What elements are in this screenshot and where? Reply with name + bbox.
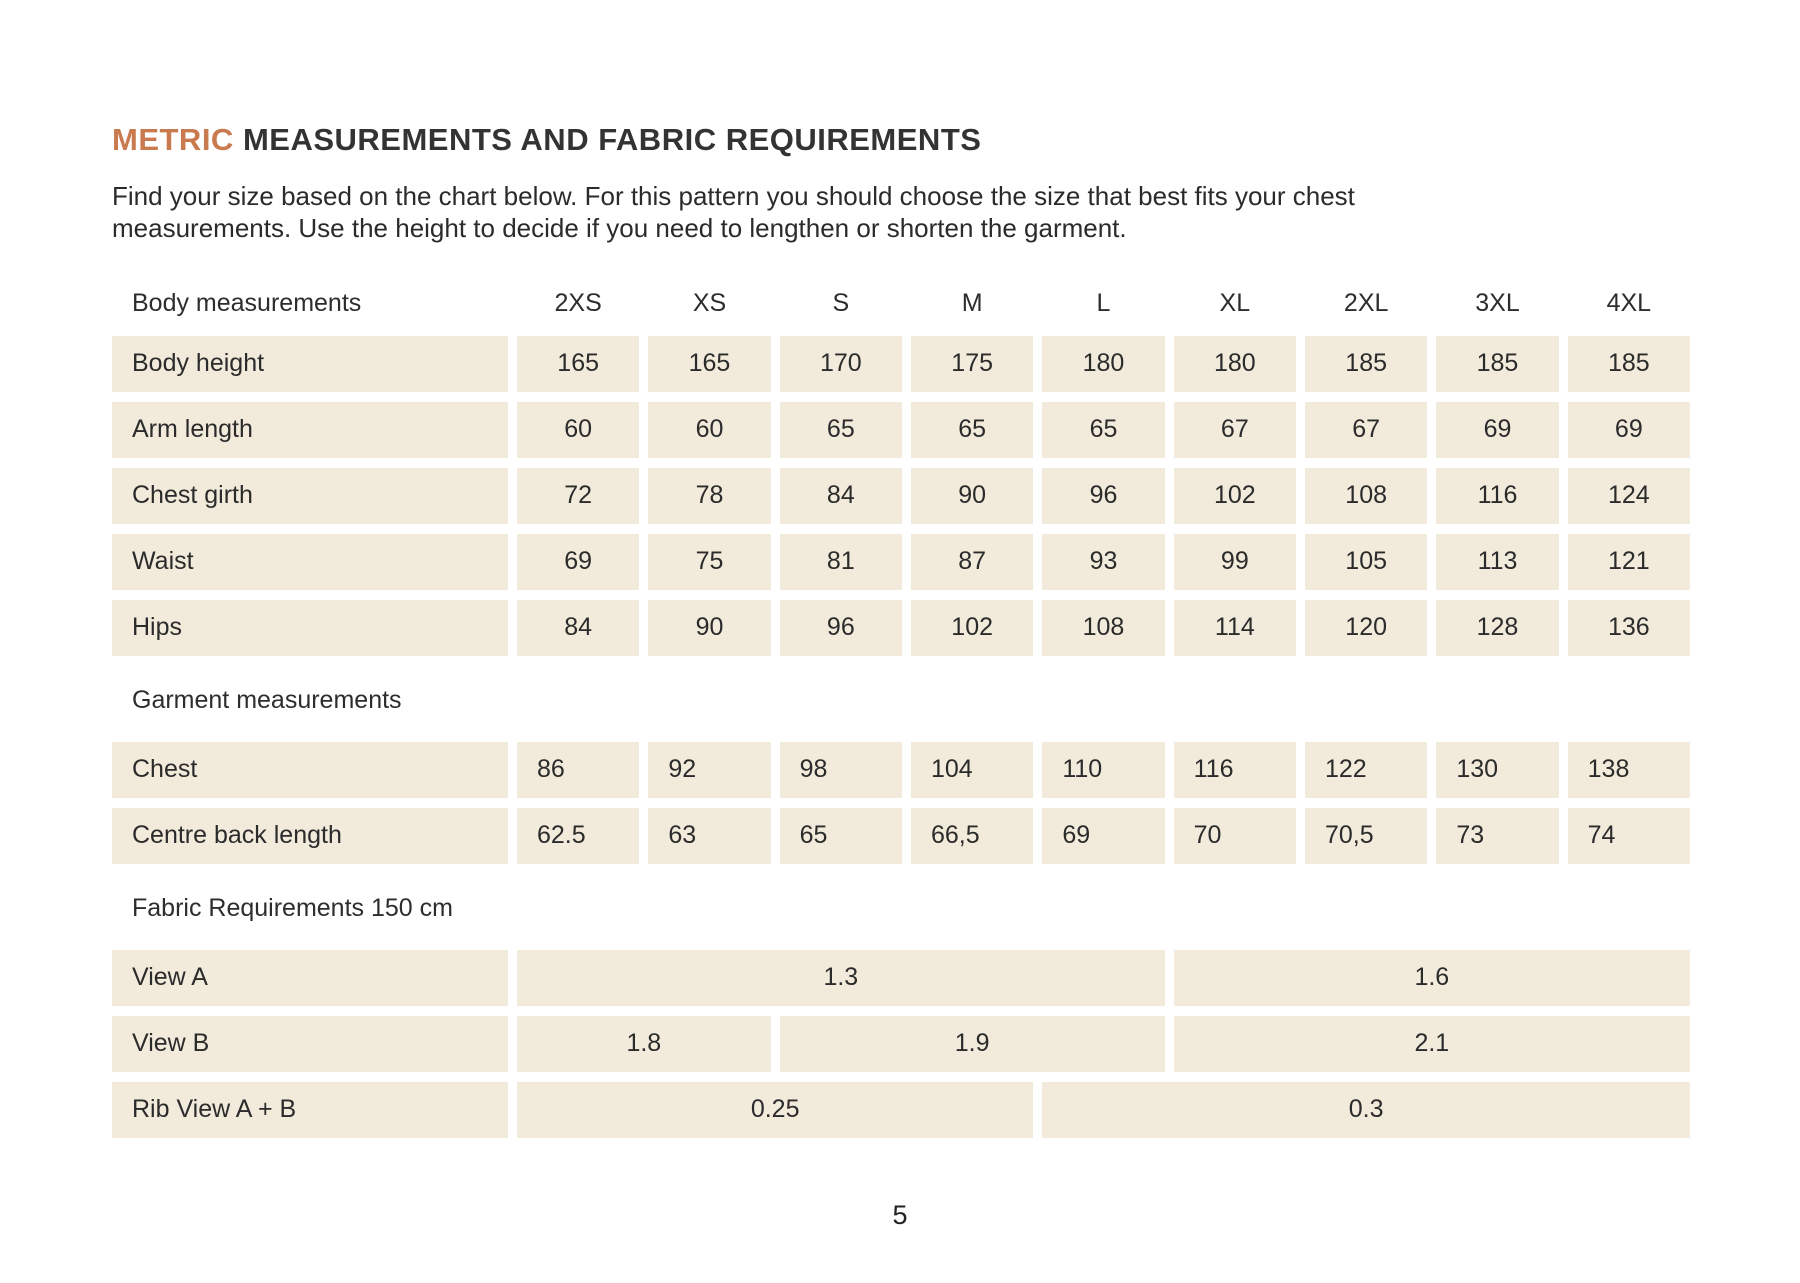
value-cell: 121 bbox=[1568, 534, 1690, 590]
value-cell: 170 bbox=[780, 336, 902, 392]
size-column-header: 2XL bbox=[1343, 289, 1389, 318]
merged-value-cell: 0.3 bbox=[1042, 1082, 1690, 1138]
page-number: 5 bbox=[892, 1200, 908, 1230]
value-cell: 116 bbox=[1174, 742, 1296, 798]
value-cell: 62.5 bbox=[517, 808, 639, 864]
value-cell: 70 bbox=[1174, 808, 1296, 864]
value-cell: 63 bbox=[648, 808, 770, 864]
value-cell: 122 bbox=[1305, 742, 1427, 798]
size-column-header: L bbox=[1096, 289, 1111, 318]
row-label: Centre back length bbox=[112, 808, 508, 864]
size-column-header: XS bbox=[692, 289, 727, 318]
intro-line-2: measurements. Use the height to decide if you need to lengthen or shorten the garment. bbox=[112, 212, 1127, 243]
value-cell: 108 bbox=[1042, 600, 1164, 656]
merged-value-cell: 1.9 bbox=[780, 1016, 1165, 1072]
value-cell: 69 bbox=[1042, 808, 1164, 864]
intro-line-1: Find your size based on the chart below. For this pattern you should choose the size that best fits your chest bbox=[112, 180, 1355, 211]
page-title-accent: METRIC bbox=[112, 121, 234, 157]
value-cell: 96 bbox=[1042, 468, 1164, 524]
value-cell: 185 bbox=[1305, 336, 1427, 392]
garment-measurements-header: Garment measurements bbox=[132, 686, 402, 715]
value-cell: 128 bbox=[1436, 600, 1558, 656]
value-cell: 98 bbox=[780, 742, 902, 798]
value-cell: 102 bbox=[911, 600, 1033, 656]
value-cell: 72 bbox=[517, 468, 639, 524]
value-cell: 69 bbox=[1436, 402, 1558, 458]
value-cell: 90 bbox=[648, 600, 770, 656]
page-title bbox=[112, 121, 1690, 159]
value-cell: 92 bbox=[648, 742, 770, 798]
row-label: View B bbox=[112, 1016, 508, 1072]
value-cell: 99 bbox=[1174, 534, 1296, 590]
fabric-requirements-table bbox=[112, 950, 1690, 1138]
value-cell: 69 bbox=[1568, 402, 1690, 458]
value-cell: 69 bbox=[517, 534, 639, 590]
value-cell: 84 bbox=[780, 468, 902, 524]
size-column-header: M bbox=[961, 289, 983, 318]
merged-value-cell: 0.25 bbox=[517, 1082, 1033, 1138]
size-column-header: 3XL bbox=[1475, 289, 1520, 318]
value-cell: 70,5 bbox=[1305, 808, 1427, 864]
value-cell: 120 bbox=[1305, 600, 1427, 656]
value-cell: 87 bbox=[911, 534, 1033, 590]
value-cell: 67 bbox=[1174, 402, 1296, 458]
value-cell: 185 bbox=[1436, 336, 1558, 392]
value-cell: 81 bbox=[780, 534, 902, 590]
page-title-rest: MEASUREMENTS AND FABRIC REQUIREMENTS bbox=[233, 121, 982, 157]
value-cell: 165 bbox=[517, 336, 639, 392]
value-cell: 93 bbox=[1042, 534, 1164, 590]
row-label: Arm length bbox=[112, 402, 508, 458]
row-label: Waist bbox=[112, 534, 508, 590]
value-cell: 86 bbox=[517, 742, 639, 798]
size-column-header: XL bbox=[1219, 289, 1251, 318]
value-cell: 114 bbox=[1174, 600, 1296, 656]
value-cell: 110 bbox=[1042, 742, 1164, 798]
value-cell: 90 bbox=[911, 468, 1033, 524]
merged-value-cell: 2.1 bbox=[1174, 1016, 1690, 1072]
value-cell: 105 bbox=[1305, 534, 1427, 590]
page-content bbox=[112, 100, 1690, 1138]
value-cell: 165 bbox=[648, 336, 770, 392]
row-label: Body height bbox=[112, 336, 508, 392]
size-column-header: S bbox=[832, 289, 850, 318]
value-cell: 180 bbox=[1042, 336, 1164, 392]
value-cell: 65 bbox=[780, 808, 902, 864]
value-cell: 78 bbox=[648, 468, 770, 524]
value-cell: 124 bbox=[1568, 468, 1690, 524]
merged-value-cell: 1.6 bbox=[1174, 950, 1690, 1006]
size-header-row bbox=[112, 284, 1690, 324]
value-cell: 136 bbox=[1568, 600, 1690, 656]
merged-value-cell: 1.8 bbox=[517, 1016, 771, 1072]
value-cell: 65 bbox=[1042, 402, 1164, 458]
value-cell: 65 bbox=[780, 402, 902, 458]
value-cell: 180 bbox=[1174, 336, 1296, 392]
value-cell: 104 bbox=[911, 742, 1033, 798]
merged-value-cell: 1.3 bbox=[517, 950, 1165, 1006]
row-label: View A bbox=[112, 950, 508, 1006]
size-column-header: 2XS bbox=[554, 289, 602, 318]
value-cell: 60 bbox=[648, 402, 770, 458]
value-cell: 175 bbox=[911, 336, 1033, 392]
value-cell: 130 bbox=[1436, 742, 1558, 798]
value-cell: 102 bbox=[1174, 468, 1296, 524]
intro-paragraph bbox=[112, 180, 1690, 244]
value-cell: 138 bbox=[1568, 742, 1690, 798]
row-label: Chest girth bbox=[112, 468, 508, 524]
body-measurements-header: Body measurements bbox=[132, 289, 362, 318]
value-cell: 108 bbox=[1305, 468, 1427, 524]
value-cell: 67 bbox=[1305, 402, 1427, 458]
value-cell: 113 bbox=[1436, 534, 1558, 590]
value-cell: 60 bbox=[517, 402, 639, 458]
value-cell: 66,5 bbox=[911, 808, 1033, 864]
value-cell: 65 bbox=[911, 402, 1033, 458]
fabric-requirements-header: Fabric Requirements 150 cm bbox=[132, 894, 453, 923]
value-cell: 185 bbox=[1568, 336, 1690, 392]
value-cell: 73 bbox=[1436, 808, 1558, 864]
garment-measurements-table bbox=[112, 742, 1690, 864]
value-cell: 96 bbox=[780, 600, 902, 656]
value-cell: 75 bbox=[648, 534, 770, 590]
row-label: Chest bbox=[112, 742, 508, 798]
value-cell: 116 bbox=[1436, 468, 1558, 524]
value-cell: 84 bbox=[517, 600, 639, 656]
body-measurements-table bbox=[112, 336, 1690, 656]
row-label: Rib View A + B bbox=[112, 1082, 508, 1138]
row-label: Hips bbox=[112, 600, 508, 656]
size-column-header: 4XL bbox=[1606, 289, 1652, 318]
value-cell: 74 bbox=[1568, 808, 1690, 864]
